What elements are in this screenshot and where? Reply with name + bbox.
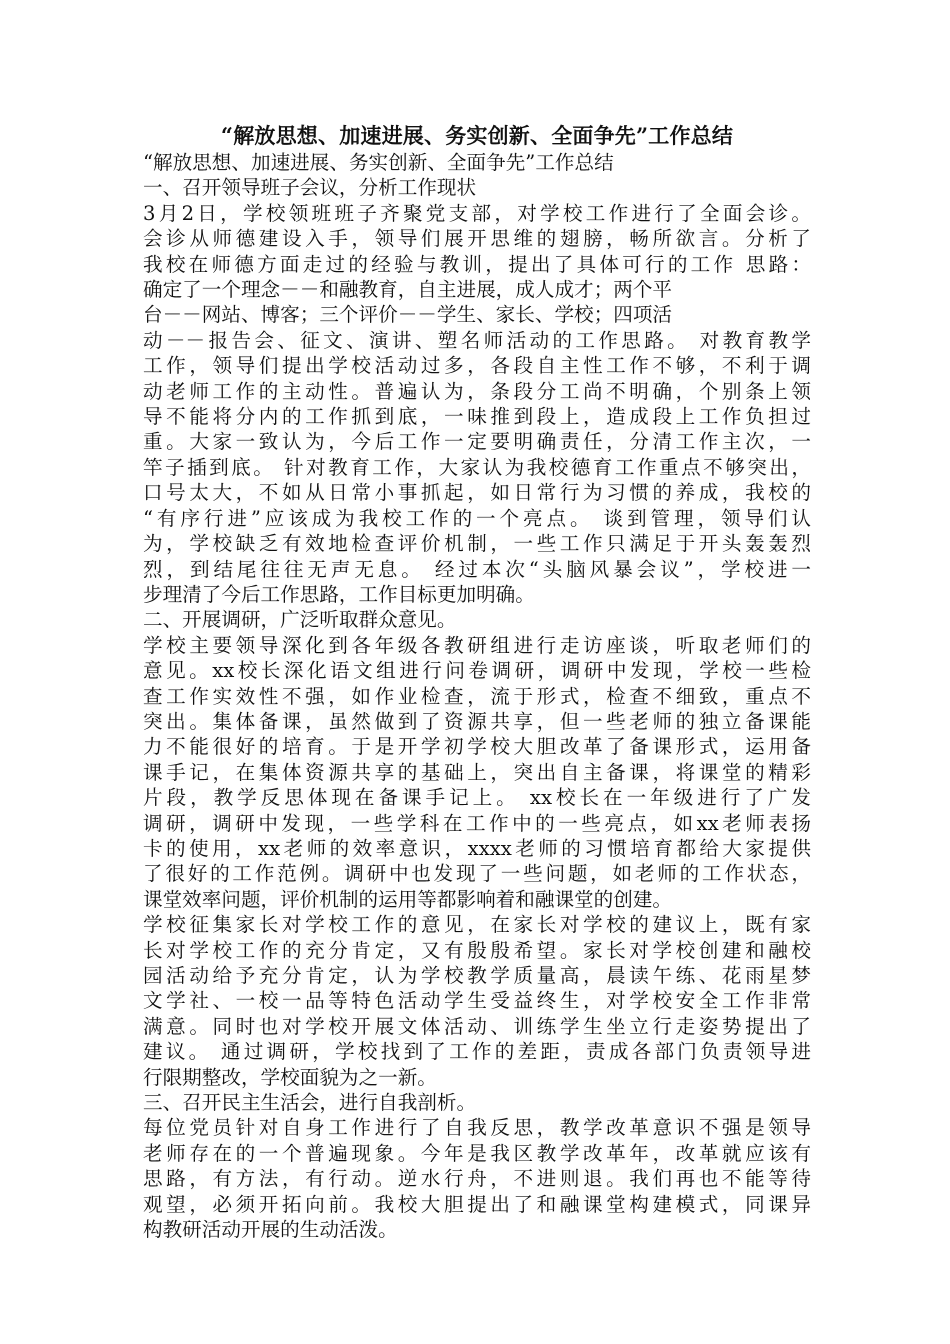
paragraph-line: 卡的使用，xx老师的效率意识，xxxx老师的习惯培育都给大家提供 bbox=[143, 836, 811, 860]
paragraph-line: 长对学校工作的充分肯定，又有殷殷希望。家长对学校创建和融校 bbox=[143, 938, 811, 962]
paragraph-line: 确定了一个理念－－和融教育，自主进展，成人成才；两个平 bbox=[143, 278, 673, 302]
paragraph-line: 导不能将分内的工作抓到底，一味推到段上，造成段上工作负担过 bbox=[143, 405, 811, 429]
paragraph-line: 文学社、一校一品等特色活动学生受益终生，对学校安全工作非常 bbox=[143, 989, 811, 1013]
paragraph-line: 建议。 通过调研，学校找到了工作的差距，责成各部门负责领导进 bbox=[143, 1040, 811, 1064]
section-heading-1: 一、召开领导班子会议，分析工作现状 bbox=[143, 176, 477, 200]
paragraph-line: 会诊从师德建设入手，领导们展开思维的翅膀，畅所欲言。分析了 bbox=[143, 227, 811, 251]
paragraph-line: 学校主要领导深化到各年级各教研组进行走访座谈，听取老师们的 bbox=[143, 633, 811, 657]
paragraph-line: 口号太大，不如从日常小事抓起，如日常行为习惯的养成，我校的 bbox=[143, 481, 811, 505]
paragraph-line: 突出。集体备课，虽然做到了资源共享，但一些老师的独立备课能 bbox=[143, 709, 811, 733]
paragraph-line: 每位党员针对自身工作进行了自我反思，教学改革意识不强是领导 bbox=[143, 1116, 811, 1140]
paragraph-line: 动－－报告会、征文、演讲、塑名师活动的工作思路。 对教育教学 bbox=[143, 328, 811, 352]
paragraph-line: 课手记，在集体资源共享的基础上，突出自主备课，将课堂的精彩 bbox=[143, 760, 811, 784]
document-body bbox=[143, 150, 811, 1242]
paragraph-line: 了很好的工作范例。调研中也发现了一些问题，如老师的工作状态， bbox=[143, 862, 811, 886]
paragraph-line: 学校征集家长对学校工作的意见，在家长对学校的建议上，既有家 bbox=[143, 913, 811, 937]
paragraph-line: 调研，调研中发现，一些学科在工作中的一些亮点，如xx老师表扬 bbox=[143, 811, 811, 835]
paragraph-line: 重。大家一致认为，今后工作一定要明确责任，分清工作主次，一 bbox=[143, 430, 811, 454]
paragraph-line: 台－－网站、博客；三个评价－－学生、家长、学校；四项活 bbox=[143, 303, 673, 327]
paragraph-line: 工作，领导们提出学校活动过多，各段自主性工作不够，不利于调 bbox=[143, 354, 811, 378]
paragraph-line: 满意。同时也对学校开展文体活动、训练学生坐立行走姿势提出了 bbox=[143, 1014, 811, 1038]
paragraph-line: 思路，有方法，有行动。逆水行舟，不进则退。我们再也不能等待 bbox=[143, 1167, 811, 1191]
paragraph-line: 动老师工作的主动性。普遍认为，条段分工尚不明确，个别条上领 bbox=[143, 379, 811, 403]
paragraph-line: 步理清了今后工作思路，工作目标更加明确。 bbox=[143, 582, 535, 606]
paragraph-line: 老师存在的一个普遍现象。今年是我区教学改革年，改革就应该有 bbox=[143, 1141, 811, 1165]
paragraph-line: 片段，教学反思体现在备课手记上。 xx校长在一年级进行了广发 bbox=[143, 786, 811, 810]
paragraph-line: 观望，必须开拓向前。我校大胆提出了和融课堂构建模式，同课异 bbox=[143, 1192, 811, 1216]
paragraph-line: 我校在师德方面走过的经验与教训，提出了具体可行的工作 思路： bbox=[143, 252, 811, 276]
paragraph-line: 意见。xx校长深化语文组进行问卷调研，调研中发现，学校一些检 bbox=[143, 659, 811, 683]
paragraph-line: 烈，到结尾往往无声无息。 经过本次“头脑风暴会议”，学校进一 bbox=[143, 557, 811, 581]
section-heading-2: 二、开展调研，广泛听取群众意见。 bbox=[143, 608, 457, 632]
document-page bbox=[143, 122, 811, 1242]
paragraph-line: 竿子插到底。 针对教育工作，大家认为我校德育工作重点不够突出， bbox=[143, 455, 811, 479]
paragraph-line: 课堂效率问题，评价机制的运用等都影响着和融课堂的创建。 bbox=[143, 887, 673, 911]
paragraph-line: 行限期整改，学校面貌为之一新。 bbox=[143, 1065, 437, 1089]
paragraph-line: 力不能很好的培育。于是开学初学校大胆改革了备课形式，运用备 bbox=[143, 735, 811, 759]
paragraph-line: 构教研活动开展的生动活泼。 bbox=[143, 1218, 398, 1242]
subtitle-line: “解放思想、加速进展、务实创新、全面争先”工作总结 bbox=[143, 151, 614, 174]
section-heading-3: 三、召开民主生活会，进行自我剖析。 bbox=[143, 1091, 477, 1115]
paragraph-line: 园活动给予充分肯定，认为学校教学质量高，晨读午练、花雨星梦 bbox=[143, 964, 811, 987]
paragraph-line: 为，学校缺乏有效地检查评价机制，一些工作只满足于开头轰轰烈 bbox=[143, 532, 811, 556]
paragraph-line: “有序行进”应该成为我校工作的一个亮点。 谈到管理，领导们认 bbox=[143, 506, 811, 530]
document-title: “解放思想、加速进展、务实创新、全面争先”工作总结 bbox=[220, 123, 734, 148]
paragraph-line: 查工作实效性不强，如作业检查，流于形式，检查不细致，重点不 bbox=[143, 684, 811, 708]
paragraph-line: 3月2日，学校领班班子齐聚党支部，对学校工作进行了全面会诊。 bbox=[143, 201, 811, 225]
